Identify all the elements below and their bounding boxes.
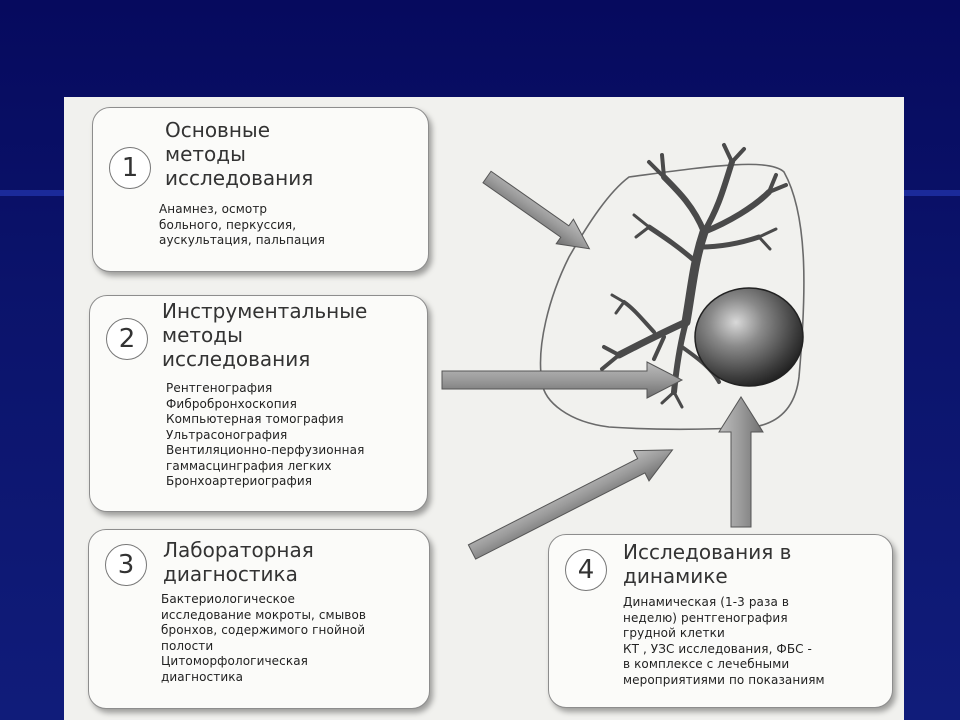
method-block-4 [548, 534, 893, 708]
arrow-from-block-1 [478, 165, 598, 261]
method-block-2 [89, 295, 428, 512]
block-title-1: Основные методы исследования [165, 118, 314, 190]
block-title-4: Исследования в динамике [623, 540, 792, 588]
block-number-2: 2 [106, 318, 148, 360]
block-title-2: Инструментальные методы исследования [162, 299, 368, 371]
block-description-4: Динамическая (1-3 раза в неделю) рентгенография грудной клетки КТ , УЗС исследования, ФБС - в комплексе с лечебными мероприятиями по показаниям [623, 595, 825, 687]
block-description-1: Анамнез, осмотр больного, перкуссия, аускультация, пальпация [159, 202, 325, 247]
block-number-3: 3 [105, 544, 147, 586]
lung-mass [695, 288, 803, 386]
arrow-from-block-4 [719, 397, 763, 527]
scanned-diagram [64, 97, 904, 720]
block-number-1: 1 [109, 147, 151, 189]
arrow-from-block-2 [442, 362, 682, 398]
block-description-3: Бактериологическое исследование мокроты, смывов бронхов, содержимого гнойной полости Цитоморфологическая диагностика [161, 592, 367, 684]
method-block-1 [92, 107, 429, 272]
block-description-2: Рентгенография Фибробронхоскопия Компьютерная томография Ультрасонография Вентиляционно-перфузионная гаммасцинграфия легких Бронхоартериография [166, 381, 365, 488]
block-title-3: Лабораторная диагностика [163, 538, 314, 586]
block-number-4: 4 [565, 549, 607, 591]
method-block-3 [88, 529, 430, 709]
